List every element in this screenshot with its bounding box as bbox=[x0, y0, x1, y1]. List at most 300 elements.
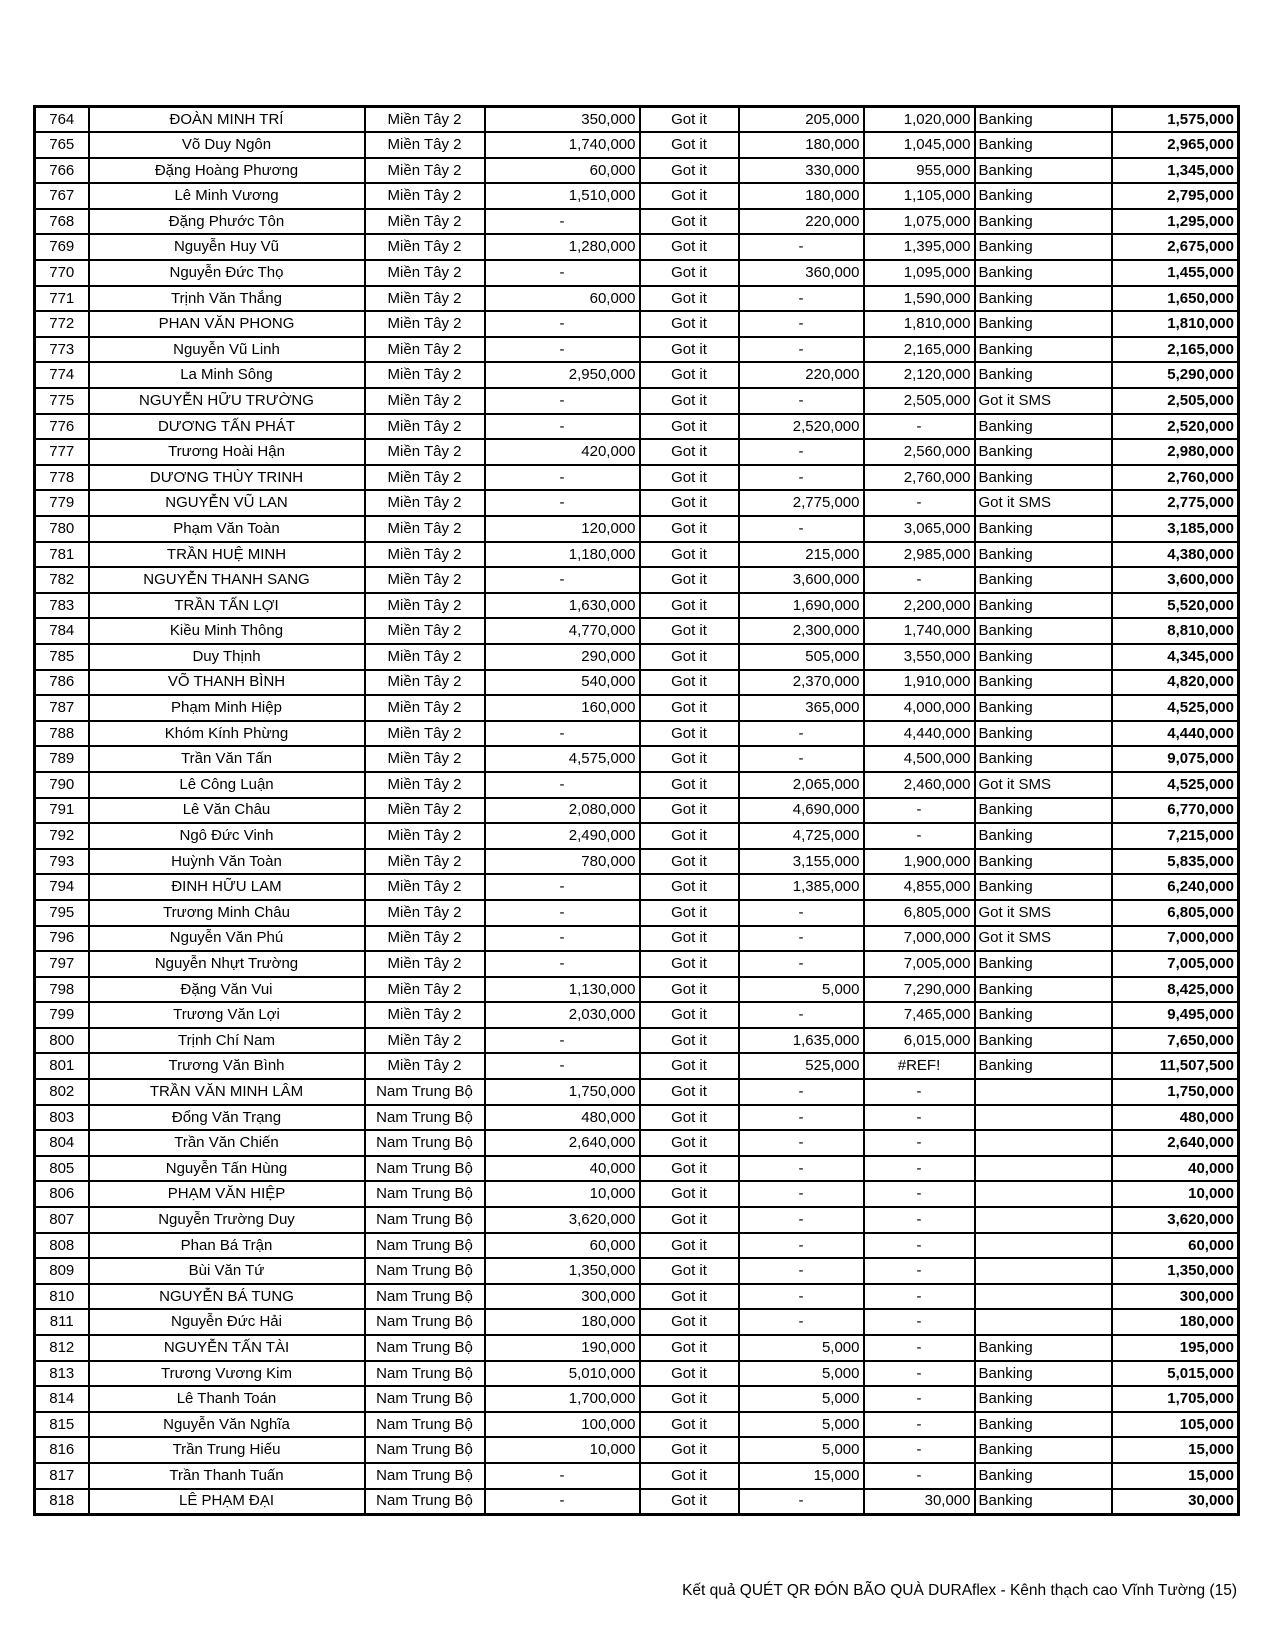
total-cell: 2,980,000 bbox=[1112, 439, 1239, 465]
region-cell: Miền Tây 2 bbox=[365, 1028, 485, 1054]
amount2-cell: 1,385,000 bbox=[739, 874, 864, 900]
total-cell: 300,000 bbox=[1112, 1284, 1239, 1310]
amount2-cell: 505,000 bbox=[739, 644, 864, 670]
total-cell: 4,525,000 bbox=[1112, 695, 1239, 721]
status-cell: Got it bbox=[640, 1309, 739, 1335]
name-cell: Nguyễn Tấn Hùng bbox=[89, 1156, 365, 1182]
row-number-cell: 766 bbox=[35, 158, 89, 184]
table-row bbox=[35, 1386, 1239, 1412]
amount3-cell: 1,045,000 bbox=[864, 132, 975, 158]
status-cell: Got it bbox=[640, 695, 739, 721]
payment-method-cell: Got it SMS bbox=[975, 926, 1112, 952]
payment-method-cell: Banking bbox=[975, 260, 1112, 286]
total-cell: 2,760,000 bbox=[1112, 465, 1239, 491]
status-cell: Got it bbox=[640, 746, 739, 772]
payment-method-cell: Banking bbox=[975, 465, 1112, 491]
status-cell: Got it bbox=[640, 158, 739, 184]
payment-method-cell: Banking bbox=[975, 1002, 1112, 1028]
region-cell: Nam Trung Bộ bbox=[365, 1386, 485, 1412]
table-row bbox=[35, 900, 1239, 926]
payment-method-cell: Banking bbox=[975, 798, 1112, 824]
name-cell: NGUYỄN THANH SANG bbox=[89, 567, 365, 593]
amount3-cell: 7,000,000 bbox=[864, 926, 975, 952]
amount3-cell: 1,075,000 bbox=[864, 209, 975, 235]
name-cell: Nguyễn Văn Nghĩa bbox=[89, 1412, 365, 1438]
payment-method-cell: Banking bbox=[975, 132, 1112, 158]
results-table-body bbox=[35, 107, 1239, 1515]
amount1-cell: - bbox=[485, 1053, 640, 1079]
amount1-cell: - bbox=[485, 337, 640, 363]
payment-method-cell: Banking bbox=[975, 695, 1112, 721]
total-cell: 5,520,000 bbox=[1112, 593, 1239, 619]
table-row bbox=[35, 951, 1239, 977]
region-cell: Miền Tây 2 bbox=[365, 107, 485, 133]
status-cell: Got it bbox=[640, 388, 739, 414]
amount3-cell: 1,395,000 bbox=[864, 234, 975, 260]
name-cell: Huỳnh Văn Toàn bbox=[89, 849, 365, 875]
amount1-cell: 60,000 bbox=[485, 1233, 640, 1259]
region-cell: Nam Trung Bộ bbox=[365, 1156, 485, 1182]
region-cell: Miền Tây 2 bbox=[365, 234, 485, 260]
row-number-cell: 778 bbox=[35, 465, 89, 491]
amount2-cell: - bbox=[739, 234, 864, 260]
name-cell: Nguyễn Đức Thọ bbox=[89, 260, 365, 286]
region-cell: Miền Tây 2 bbox=[365, 465, 485, 491]
name-cell: Nguyễn Văn Phú bbox=[89, 926, 365, 952]
region-cell: Miền Tây 2 bbox=[365, 158, 485, 184]
table-row bbox=[35, 1335, 1239, 1361]
amount3-cell: - bbox=[864, 1361, 975, 1387]
name-cell: Nguyễn Vũ Linh bbox=[89, 337, 365, 363]
amount1-cell: 540,000 bbox=[485, 670, 640, 696]
amount1-cell: - bbox=[485, 926, 640, 952]
total-cell: 195,000 bbox=[1112, 1335, 1239, 1361]
status-cell: Got it bbox=[640, 926, 739, 952]
amount2-cell: - bbox=[739, 1002, 864, 1028]
name-cell: TRẦN VĂN MINH LÂM bbox=[89, 1079, 365, 1105]
row-number-cell: 771 bbox=[35, 286, 89, 312]
table-row bbox=[35, 1053, 1239, 1079]
status-cell: Got it bbox=[640, 362, 739, 388]
payment-method-cell: Banking bbox=[975, 746, 1112, 772]
status-cell: Got it bbox=[640, 1156, 739, 1182]
region-cell: Nam Trung Bộ bbox=[365, 1258, 485, 1284]
region-cell: Miền Tây 2 bbox=[365, 746, 485, 772]
region-cell: Miền Tây 2 bbox=[365, 618, 485, 644]
amount2-cell: 220,000 bbox=[739, 209, 864, 235]
amount2-cell: 215,000 bbox=[739, 542, 864, 568]
payment-method-cell bbox=[975, 1207, 1112, 1233]
status-cell: Got it bbox=[640, 1079, 739, 1105]
row-number-cell: 792 bbox=[35, 823, 89, 849]
amount2-cell: - bbox=[739, 1079, 864, 1105]
row-number-cell: 768 bbox=[35, 209, 89, 235]
status-cell: Got it bbox=[640, 542, 739, 568]
name-cell: PHAN VĂN PHONG bbox=[89, 311, 365, 337]
status-cell: Got it bbox=[640, 1105, 739, 1131]
table-row bbox=[35, 234, 1239, 260]
payment-method-cell: Got it SMS bbox=[975, 772, 1112, 798]
row-number-cell: 767 bbox=[35, 183, 89, 209]
amount1-cell: - bbox=[485, 490, 640, 516]
amount1-cell: - bbox=[485, 1028, 640, 1054]
status-cell: Got it bbox=[640, 567, 739, 593]
total-cell: 2,505,000 bbox=[1112, 388, 1239, 414]
amount3-cell: - bbox=[864, 1130, 975, 1156]
table-row bbox=[35, 1258, 1239, 1284]
row-number-cell: 817 bbox=[35, 1463, 89, 1489]
region-cell: Nam Trung Bộ bbox=[365, 1079, 485, 1105]
payment-method-cell: Banking bbox=[975, 670, 1112, 696]
name-cell: Nguyễn Huy Vũ bbox=[89, 234, 365, 260]
total-cell: 3,620,000 bbox=[1112, 1207, 1239, 1233]
table-row bbox=[35, 183, 1239, 209]
amount1-cell: 40,000 bbox=[485, 1156, 640, 1182]
amount2-cell: 3,155,000 bbox=[739, 849, 864, 875]
amount1-cell: - bbox=[485, 465, 640, 491]
region-cell: Miền Tây 2 bbox=[365, 900, 485, 926]
row-number-cell: 789 bbox=[35, 746, 89, 772]
amount2-cell: - bbox=[739, 388, 864, 414]
total-cell: 4,440,000 bbox=[1112, 721, 1239, 747]
payment-method-cell: Banking bbox=[975, 977, 1112, 1003]
row-number-cell: 795 bbox=[35, 900, 89, 926]
table-row bbox=[35, 542, 1239, 568]
table-row bbox=[35, 1412, 1239, 1438]
name-cell: ĐOÀN MINH TRÍ bbox=[89, 107, 365, 133]
name-cell: Lê Văn Châu bbox=[89, 798, 365, 824]
amount1-cell: 420,000 bbox=[485, 439, 640, 465]
amount3-cell: 2,760,000 bbox=[864, 465, 975, 491]
amount3-cell: 1,740,000 bbox=[864, 618, 975, 644]
table-row bbox=[35, 644, 1239, 670]
name-cell: Trương Văn Lợi bbox=[89, 1002, 365, 1028]
amount1-cell: 2,490,000 bbox=[485, 823, 640, 849]
payment-method-cell: Banking bbox=[975, 1361, 1112, 1387]
amount1-cell: 190,000 bbox=[485, 1335, 640, 1361]
amount1-cell: 120,000 bbox=[485, 516, 640, 542]
payment-method-cell: Banking bbox=[975, 183, 1112, 209]
row-number-cell: 803 bbox=[35, 1105, 89, 1131]
payment-method-cell: Banking bbox=[975, 618, 1112, 644]
row-number-cell: 775 bbox=[35, 388, 89, 414]
amount1-cell: 60,000 bbox=[485, 286, 640, 312]
status-cell: Got it bbox=[640, 951, 739, 977]
table-row bbox=[35, 823, 1239, 849]
amount1-cell: 10,000 bbox=[485, 1437, 640, 1463]
region-cell: Nam Trung Bộ bbox=[365, 1309, 485, 1335]
row-number-cell: 804 bbox=[35, 1130, 89, 1156]
row-number-cell: 786 bbox=[35, 670, 89, 696]
total-cell: 15,000 bbox=[1112, 1437, 1239, 1463]
row-number-cell: 794 bbox=[35, 874, 89, 900]
total-cell: 480,000 bbox=[1112, 1105, 1239, 1131]
status-cell: Got it bbox=[640, 823, 739, 849]
name-cell: Phạm Văn Toàn bbox=[89, 516, 365, 542]
total-cell: 4,525,000 bbox=[1112, 772, 1239, 798]
name-cell: Trần Văn Tấn bbox=[89, 746, 365, 772]
region-cell: Miền Tây 2 bbox=[365, 286, 485, 312]
total-cell: 1,345,000 bbox=[1112, 158, 1239, 184]
status-cell: Got it bbox=[640, 772, 739, 798]
region-cell: Miền Tây 2 bbox=[365, 849, 485, 875]
amount1-cell: - bbox=[485, 209, 640, 235]
region-cell: Nam Trung Bộ bbox=[365, 1489, 485, 1515]
region-cell: Miền Tây 2 bbox=[365, 362, 485, 388]
name-cell: NGUYỄN HỮU TRƯỜNG bbox=[89, 388, 365, 414]
amount3-cell: 4,440,000 bbox=[864, 721, 975, 747]
amount3-cell: - bbox=[864, 1105, 975, 1131]
table-row bbox=[35, 1207, 1239, 1233]
amount2-cell: 2,520,000 bbox=[739, 414, 864, 440]
table-row bbox=[35, 1309, 1239, 1335]
amount2-cell: - bbox=[739, 1309, 864, 1335]
row-number-cell: 780 bbox=[35, 516, 89, 542]
payment-method-cell: Banking bbox=[975, 1053, 1112, 1079]
table-row bbox=[35, 926, 1239, 952]
table-row bbox=[35, 286, 1239, 312]
name-cell: ĐINH HỮU LAM bbox=[89, 874, 365, 900]
amount3-cell: 1,095,000 bbox=[864, 260, 975, 286]
table-row bbox=[35, 798, 1239, 824]
amount2-cell: 2,775,000 bbox=[739, 490, 864, 516]
total-cell: 2,640,000 bbox=[1112, 1130, 1239, 1156]
row-number-cell: 781 bbox=[35, 542, 89, 568]
status-cell: Got it bbox=[640, 1361, 739, 1387]
table-row bbox=[35, 362, 1239, 388]
total-cell: 1,575,000 bbox=[1112, 107, 1239, 133]
amount1-cell: - bbox=[485, 567, 640, 593]
table-row bbox=[35, 209, 1239, 235]
amount2-cell: 1,690,000 bbox=[739, 593, 864, 619]
total-cell: 4,345,000 bbox=[1112, 644, 1239, 670]
amount3-cell: - bbox=[864, 1463, 975, 1489]
amount3-cell: 4,000,000 bbox=[864, 695, 975, 721]
amount1-cell: 1,130,000 bbox=[485, 977, 640, 1003]
region-cell: Nam Trung Bộ bbox=[365, 1437, 485, 1463]
payment-method-cell: Banking bbox=[975, 542, 1112, 568]
table-row bbox=[35, 490, 1239, 516]
status-cell: Got it bbox=[640, 1258, 739, 1284]
total-cell: 4,380,000 bbox=[1112, 542, 1239, 568]
payment-method-cell bbox=[975, 1181, 1112, 1207]
table-row bbox=[35, 311, 1239, 337]
total-cell: 7,000,000 bbox=[1112, 926, 1239, 952]
region-cell: Nam Trung Bộ bbox=[365, 1181, 485, 1207]
row-number-cell: 807 bbox=[35, 1207, 89, 1233]
amount2-cell: - bbox=[739, 1258, 864, 1284]
amount3-cell: - bbox=[864, 1079, 975, 1105]
amount2-cell: 3,600,000 bbox=[739, 567, 864, 593]
payment-method-cell: Banking bbox=[975, 874, 1112, 900]
status-cell: Got it bbox=[640, 1002, 739, 1028]
region-cell: Miền Tây 2 bbox=[365, 311, 485, 337]
table-row bbox=[35, 1181, 1239, 1207]
row-number-cell: 770 bbox=[35, 260, 89, 286]
status-cell: Got it bbox=[640, 1207, 739, 1233]
amount2-cell: 220,000 bbox=[739, 362, 864, 388]
status-cell: Got it bbox=[640, 1028, 739, 1054]
table-row bbox=[35, 337, 1239, 363]
name-cell: Trịnh Chí Nam bbox=[89, 1028, 365, 1054]
amount2-cell: - bbox=[739, 337, 864, 363]
amount2-cell: 5,000 bbox=[739, 1412, 864, 1438]
payment-method-cell: Banking bbox=[975, 951, 1112, 977]
amount3-cell: - bbox=[864, 1412, 975, 1438]
total-cell: 6,770,000 bbox=[1112, 798, 1239, 824]
status-cell: Got it bbox=[640, 414, 739, 440]
total-cell: 7,215,000 bbox=[1112, 823, 1239, 849]
status-cell: Got it bbox=[640, 311, 739, 337]
amount3-cell: 1,590,000 bbox=[864, 286, 975, 312]
amount2-cell: 5,000 bbox=[739, 1437, 864, 1463]
amount1-cell: - bbox=[485, 311, 640, 337]
amount3-cell: - bbox=[864, 823, 975, 849]
payment-method-cell bbox=[975, 1156, 1112, 1182]
amount1-cell: 780,000 bbox=[485, 849, 640, 875]
amount1-cell: 4,575,000 bbox=[485, 746, 640, 772]
amount3-cell: - bbox=[864, 490, 975, 516]
total-cell: 2,965,000 bbox=[1112, 132, 1239, 158]
amount1-cell: 2,080,000 bbox=[485, 798, 640, 824]
amount3-cell: 6,805,000 bbox=[864, 900, 975, 926]
status-cell: Got it bbox=[640, 1284, 739, 1310]
row-number-cell: 782 bbox=[35, 567, 89, 593]
status-cell: Got it bbox=[640, 1489, 739, 1515]
table-row bbox=[35, 1105, 1239, 1131]
row-number-cell: 772 bbox=[35, 311, 89, 337]
table-row bbox=[35, 977, 1239, 1003]
name-cell: Trần Trung Hiếu bbox=[89, 1437, 365, 1463]
total-cell: 7,650,000 bbox=[1112, 1028, 1239, 1054]
row-number-cell: 806 bbox=[35, 1181, 89, 1207]
status-cell: Got it bbox=[640, 1130, 739, 1156]
region-cell: Nam Trung Bộ bbox=[365, 1233, 485, 1259]
amount1-cell: - bbox=[485, 1489, 640, 1515]
amount2-cell: - bbox=[739, 1181, 864, 1207]
region-cell: Miền Tây 2 bbox=[365, 644, 485, 670]
name-cell: TRẦN TẤN LỢI bbox=[89, 593, 365, 619]
amount2-cell: - bbox=[739, 516, 864, 542]
status-cell: Got it bbox=[640, 260, 739, 286]
payment-method-cell: Banking bbox=[975, 721, 1112, 747]
row-number-cell: 783 bbox=[35, 593, 89, 619]
amount1-cell: - bbox=[485, 951, 640, 977]
amount1-cell: - bbox=[485, 721, 640, 747]
status-cell: Got it bbox=[640, 977, 739, 1003]
row-number-cell: 793 bbox=[35, 849, 89, 875]
region-cell: Miền Tây 2 bbox=[365, 1002, 485, 1028]
name-cell: Phạm Minh Hiệp bbox=[89, 695, 365, 721]
row-number-cell: 776 bbox=[35, 414, 89, 440]
amount2-cell: - bbox=[739, 465, 864, 491]
amount3-cell: 1,900,000 bbox=[864, 849, 975, 875]
amount2-cell: - bbox=[739, 439, 864, 465]
status-cell: Got it bbox=[640, 1386, 739, 1412]
payment-method-cell: Got it SMS bbox=[975, 388, 1112, 414]
amount3-cell: 7,290,000 bbox=[864, 977, 975, 1003]
amount3-cell: 1,105,000 bbox=[864, 183, 975, 209]
payment-method-cell: Banking bbox=[975, 567, 1112, 593]
payment-method-cell: Banking bbox=[975, 1335, 1112, 1361]
row-number-cell: 791 bbox=[35, 798, 89, 824]
amount1-cell: 2,950,000 bbox=[485, 362, 640, 388]
payment-method-cell: Banking bbox=[975, 158, 1112, 184]
region-cell: Nam Trung Bộ bbox=[365, 1105, 485, 1131]
amount2-cell: 4,725,000 bbox=[739, 823, 864, 849]
total-cell: 2,675,000 bbox=[1112, 234, 1239, 260]
row-number-cell: 805 bbox=[35, 1156, 89, 1182]
amount3-cell: 7,465,000 bbox=[864, 1002, 975, 1028]
amount1-cell: 350,000 bbox=[485, 107, 640, 133]
total-cell: 60,000 bbox=[1112, 1233, 1239, 1259]
total-cell: 10,000 bbox=[1112, 1181, 1239, 1207]
region-cell: Miền Tây 2 bbox=[365, 490, 485, 516]
region-cell: Nam Trung Bộ bbox=[365, 1130, 485, 1156]
amount1-cell: 1,280,000 bbox=[485, 234, 640, 260]
total-cell: 3,185,000 bbox=[1112, 516, 1239, 542]
row-number-cell: 764 bbox=[35, 107, 89, 133]
table-row bbox=[35, 1463, 1239, 1489]
region-cell: Miền Tây 2 bbox=[365, 439, 485, 465]
table-row bbox=[35, 874, 1239, 900]
amount2-cell: - bbox=[739, 1233, 864, 1259]
amount2-cell: - bbox=[739, 951, 864, 977]
payment-method-cell bbox=[975, 1309, 1112, 1335]
row-number-cell: 809 bbox=[35, 1258, 89, 1284]
status-cell: Got it bbox=[640, 234, 739, 260]
payment-method-cell: Banking bbox=[975, 516, 1112, 542]
total-cell: 1,705,000 bbox=[1112, 1386, 1239, 1412]
payment-method-cell bbox=[975, 1130, 1112, 1156]
name-cell: DƯƠNG THÙY TRINH bbox=[89, 465, 365, 491]
amount2-cell: - bbox=[739, 926, 864, 952]
name-cell: Võ Duy Ngôn bbox=[89, 132, 365, 158]
amount3-cell: - bbox=[864, 567, 975, 593]
name-cell: Trương Hoài Hận bbox=[89, 439, 365, 465]
name-cell: LÊ PHẠM ĐẠI bbox=[89, 1489, 365, 1515]
table-row bbox=[35, 260, 1239, 286]
status-cell: Got it bbox=[640, 337, 739, 363]
region-cell: Miền Tây 2 bbox=[365, 337, 485, 363]
row-number-cell: 812 bbox=[35, 1335, 89, 1361]
status-cell: Got it bbox=[640, 874, 739, 900]
amount1-cell: 1,700,000 bbox=[485, 1386, 640, 1412]
amount1-cell: - bbox=[485, 388, 640, 414]
amount1-cell: - bbox=[485, 772, 640, 798]
payment-method-cell: Banking bbox=[975, 362, 1112, 388]
name-cell: DƯƠNG TẤN PHÁT bbox=[89, 414, 365, 440]
amount2-cell: 1,635,000 bbox=[739, 1028, 864, 1054]
amount3-cell: 6,015,000 bbox=[864, 1028, 975, 1054]
row-number-cell: 787 bbox=[35, 695, 89, 721]
amount1-cell: 1,510,000 bbox=[485, 183, 640, 209]
payment-method-cell bbox=[975, 1233, 1112, 1259]
amount1-cell: 1,750,000 bbox=[485, 1079, 640, 1105]
payment-method-cell: Banking bbox=[975, 823, 1112, 849]
amount1-cell: - bbox=[485, 900, 640, 926]
status-cell: Got it bbox=[640, 644, 739, 670]
status-cell: Got it bbox=[640, 132, 739, 158]
payment-method-cell bbox=[975, 1258, 1112, 1284]
amount3-cell: 2,505,000 bbox=[864, 388, 975, 414]
amount2-cell: 5,000 bbox=[739, 1386, 864, 1412]
total-cell: 2,795,000 bbox=[1112, 183, 1239, 209]
table-row bbox=[35, 1233, 1239, 1259]
name-cell: NGUYỄN BÁ TUNG bbox=[89, 1284, 365, 1310]
table-row bbox=[35, 388, 1239, 414]
payment-method-cell: Banking bbox=[975, 1489, 1112, 1515]
